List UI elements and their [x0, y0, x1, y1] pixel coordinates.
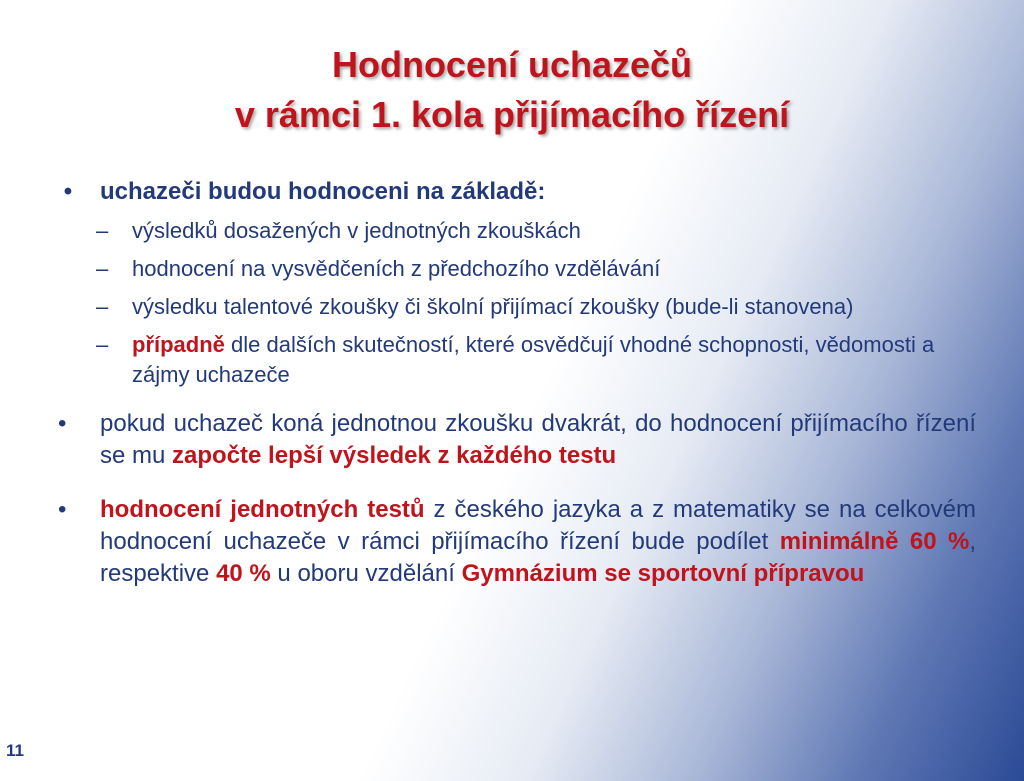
bullet-dot: •: [63, 178, 73, 205]
title-line-2: v rámci 1. kola přijímacího řízení: [234, 94, 790, 135]
bullet-2-highlight: započte lepší výsledek z každého testu: [172, 442, 617, 469]
sub-item-1: [58, 216, 976, 246]
sub-item-2-text: hodnocení na vysvědčeních z předchozího vzdělávání: [132, 256, 661, 281]
dash-glyph: –: [96, 294, 109, 319]
bullet-item-2: [58, 408, 976, 472]
dash-glyph: –: [96, 332, 109, 357]
bullet-dot: •: [58, 496, 67, 523]
bullet-3-text-b: , respektive: [100, 528, 976, 587]
slide-title: [0, 40, 1024, 140]
sub-item-4-highlight: případně: [132, 332, 225, 357]
bullet-3-highlight-c: 40 %: [216, 560, 271, 587]
sub-item-2: [58, 254, 976, 284]
sub-item-1-text: výsledků dosažených v jednotných zkouškách: [132, 218, 581, 243]
bullet-2-text: pokud uchazeč koná jednotnou zkoušku dvakrát, do hodnocení přijímacího řízení se mu: [100, 410, 976, 469]
dash-glyph: –: [96, 218, 109, 243]
bullet-3-text-a: z českého jazyka a z matematiky se na celkovém hodnocení uchazeče v rámci přijímacího řízení bude podílet: [100, 496, 976, 555]
bullet-1-text: uchazeči budou hodnoceni na základě:: [100, 178, 546, 205]
slide-content: [58, 176, 976, 590]
bullet-item-3: [58, 494, 976, 590]
bullet-3-highlight-a: hodnocení jednotných testů: [100, 496, 425, 523]
bullet-3-highlight-d: Gymnázium se sportovní přípravou: [461, 560, 865, 587]
bullet-item-1: [58, 176, 976, 208]
sub-item-3-text: výsledku talentové zkoušky či školní přijímací zkoušky (bude-li stanovena): [132, 294, 854, 319]
bullet-dot: •: [58, 410, 67, 437]
sub-item-4: [58, 330, 976, 390]
bullet-3-text-c: u oboru vzdělání: [270, 560, 462, 587]
page-number: 11: [6, 741, 24, 760]
sub-item-4-text: dle dalších skutečností, které osvědčují vhodné schopnosti, vědomosti a zájmy uchazeče: [132, 332, 935, 387]
sub-item-3: [58, 292, 976, 322]
dash-glyph: –: [96, 256, 109, 281]
bullet-3-highlight-b: minimálně 60 %: [779, 528, 970, 555]
title-line-1: Hodnocení uchazečů: [331, 44, 693, 85]
